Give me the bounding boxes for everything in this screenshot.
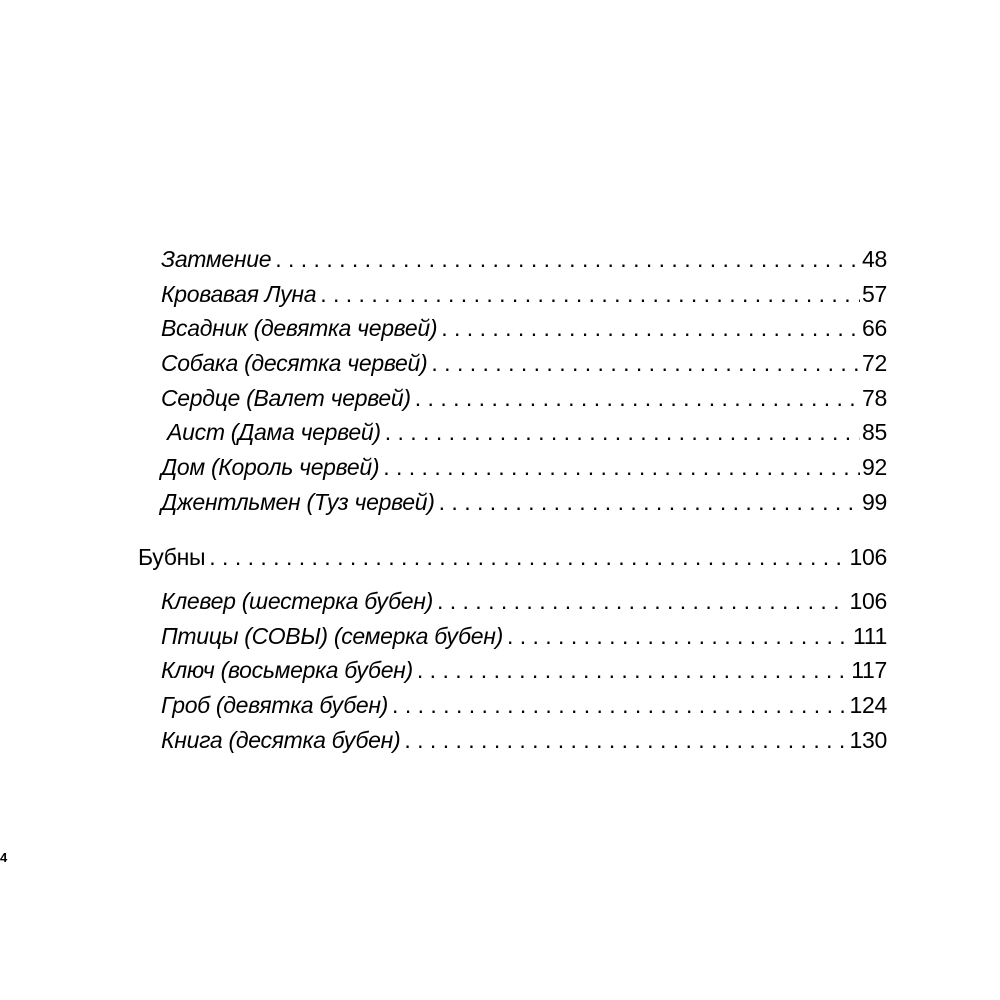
toc-entry-page: 117 — [851, 657, 887, 684]
toc-section-page: 106 — [849, 544, 887, 570]
toc-entry-page: 72 — [862, 350, 887, 377]
toc-entry-title: Кровавая Луна — [161, 280, 317, 307]
toc-entry-page: 124 — [849, 692, 887, 719]
toc-entry — [161, 584, 887, 619]
page-number: 4 — [0, 850, 8, 865]
toc-entry — [161, 415, 887, 450]
toc-entry-title: Собака (десятка червей) — [161, 350, 428, 377]
dot-leader — [417, 653, 849, 688]
dot-leader — [507, 619, 851, 654]
dot-leader — [209, 540, 847, 575]
toc-entry-title: Всадник (девятка червей) — [161, 315, 438, 342]
toc-entry — [161, 242, 887, 277]
toc-entry-page: 106 — [849, 588, 887, 614]
toc-entry-page: 111 — [852, 622, 887, 649]
toc-entry-title: Аист (Дама червей) — [161, 419, 381, 446]
dot-leader — [385, 415, 860, 450]
dot-leader — [320, 277, 860, 312]
toc-entry — [161, 619, 887, 654]
toc-entry-page: 99 — [862, 488, 887, 515]
toc-entry-page: 78 — [862, 384, 887, 411]
toc-entry-title: Клевер (шестерка бубен) — [161, 588, 433, 614]
dot-leader — [392, 688, 847, 723]
dot-leader — [404, 723, 847, 758]
toc-entry — [161, 485, 887, 520]
dot-leader — [439, 485, 860, 520]
toc-hearts-subentries — [161, 242, 887, 520]
toc-entry — [161, 346, 887, 381]
dot-leader — [415, 381, 860, 416]
toc-entry-page: 66 — [862, 315, 887, 342]
toc-entry-title: Дом (Король червей) — [161, 454, 380, 481]
toc-entry-page: 92 — [862, 454, 887, 481]
toc-entry-title: Гроб (девятка бубен) — [161, 692, 389, 719]
toc-entry-title: Сердце (Валет червей) — [161, 384, 411, 411]
toc-entry — [161, 723, 887, 758]
toc-section-diamonds — [138, 540, 887, 575]
toc-entry-title: Книга (десятка бубен) — [161, 726, 401, 753]
toc-entry — [161, 450, 887, 485]
toc-entry-title: Джентльмен (Туз червей) — [161, 488, 435, 515]
toc-entry-title: Птицы (СОВЫ) (семерка бубен) — [161, 622, 503, 649]
toc-entry-page: 48 — [862, 246, 887, 272]
toc-entry-page: 130 — [849, 726, 887, 753]
toc-section-title: Бубны — [138, 544, 206, 570]
toc-entry — [161, 653, 887, 688]
toc-diamonds-subentries — [161, 584, 887, 757]
toc-entry — [161, 381, 887, 416]
toc-entry-title: Ключ (восьмерка бубен) — [161, 657, 413, 684]
toc-entry-title: Затмение — [161, 246, 272, 272]
toc-entry — [161, 311, 887, 346]
dot-leader — [437, 584, 848, 619]
toc-entry-page: 85 — [862, 419, 887, 446]
dot-leader — [383, 450, 860, 485]
toc-entry — [161, 277, 887, 312]
dot-leader — [441, 311, 860, 346]
dot-leader — [431, 346, 860, 381]
toc-entry — [161, 688, 887, 723]
toc-entry-page: 57 — [862, 280, 887, 307]
dot-leader — [275, 242, 860, 277]
